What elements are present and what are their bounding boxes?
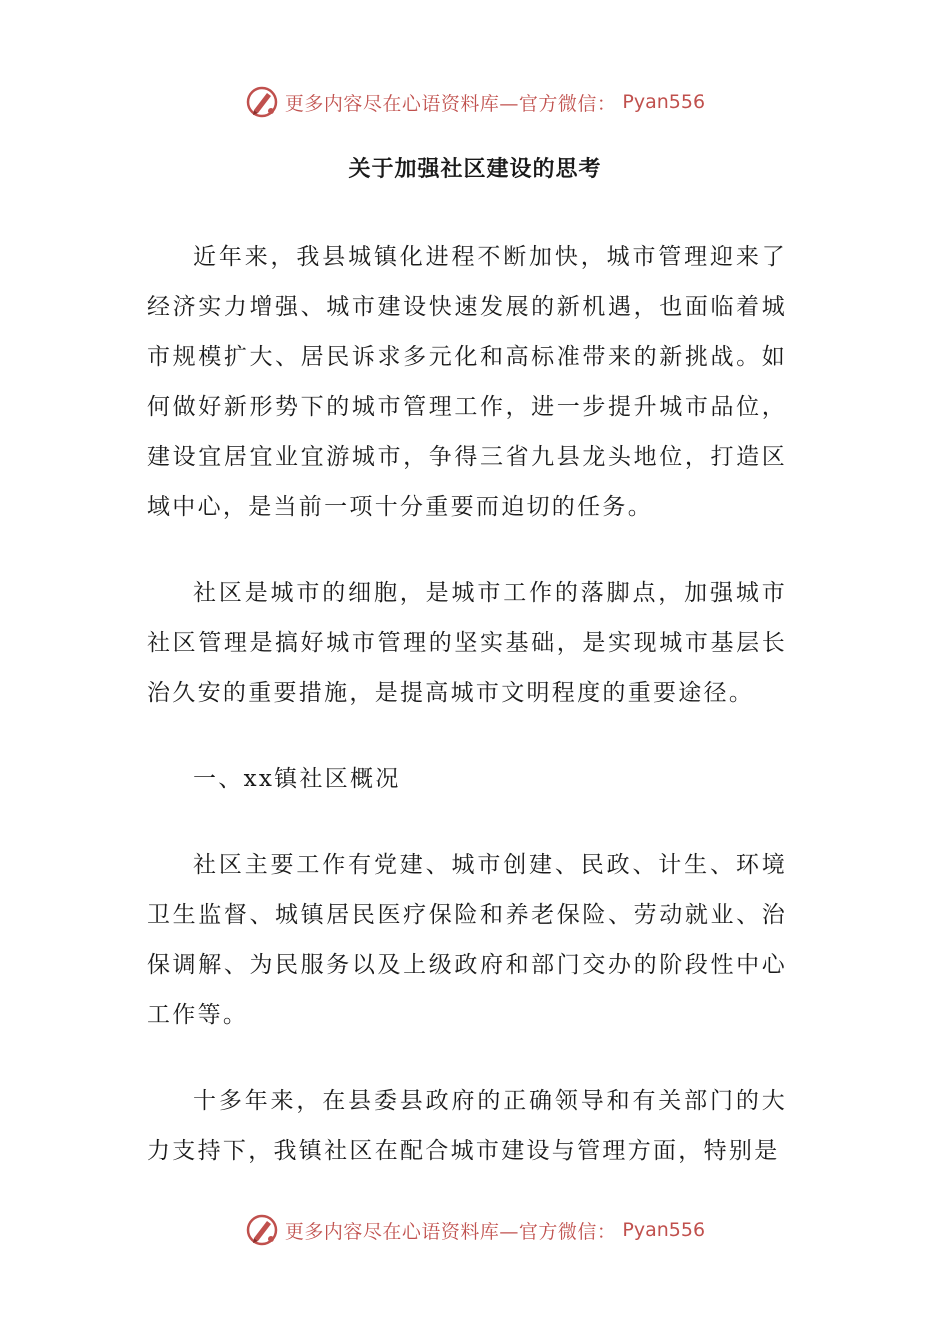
watermark-contact: Pyan556 [622, 1219, 706, 1241]
watermark-text: 更多内容尽在心语资料库—官方微信： [284, 1220, 617, 1243]
paragraph: 十多年来，在县委县政府的正确领导和有关部门的大力支持下，我镇社区在配合城市建设与管理方面，特别是 [147, 1088, 787, 1164]
paragraph: 社区是城市的细胞，是城市工作的落脚点，加强城市社区管理是搞好城市管理的坚实基础，是实现城市基层长治久安的重要措施，是提高城市文明程度的重要途径。 [147, 580, 787, 706]
document-title: 关于加强社区建设的思考 [348, 156, 602, 182]
pen-circle-logo-icon [245, 1213, 279, 1247]
paragraph: 社区主要工作有党建、城市创建、民政、计生、环境卫生监督、城镇居民医疗保险和养老保险、劳动就业、治保调解、为民服务以及上级政府和部门交办的阶段性中心工作等。 [147, 852, 787, 1028]
watermark-contact: Pyan556 [622, 91, 706, 113]
watermark-text: 更多内容尽在心语资料库—官方微信： [284, 92, 617, 115]
pen-circle-logo-icon [245, 85, 279, 119]
footer-watermark [0, 1210, 950, 1250]
document-body [147, 232, 787, 1176]
section-heading: 一、xx镇社区概况 [193, 766, 401, 792]
header-watermark [0, 82, 950, 122]
paragraph: 近年来，我县城镇化进程不断加快，城市管理迎来了经济实力增强、城市建设快速发展的新机遇，也面临着城市规模扩大、居民诉求多元化和高标准带来的新挑战。如何做好新形势下的城市管理工作，进一步提升城市品位，建设宜居宜业宜游城市，争得三省九县龙头地位，打造区域中心，是当前一项十分重要而迫切的任务。 [147, 244, 787, 520]
